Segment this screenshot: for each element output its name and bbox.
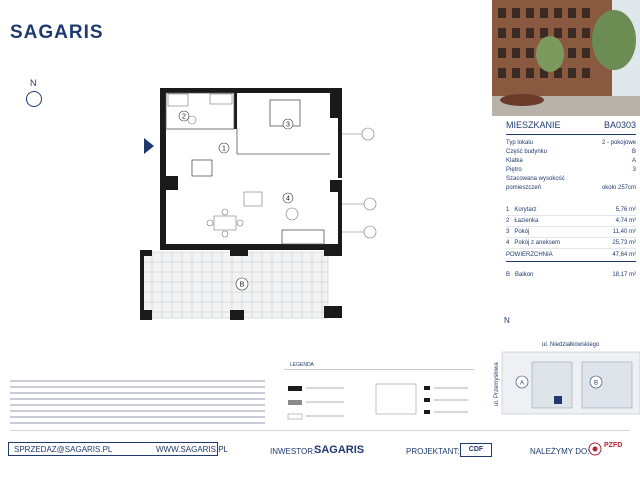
note-line	[10, 398, 265, 400]
total-area-row	[506, 250, 636, 262]
room-row	[506, 205, 636, 216]
room-area: 4,74 m²	[615, 218, 636, 224]
attr-value: około 257cm	[601, 185, 636, 191]
total-area-value: 47,64 m²	[612, 252, 636, 258]
note-line	[10, 392, 265, 394]
room-no: 2	[506, 218, 510, 224]
investor-label: INWESTOR:	[270, 447, 316, 456]
room-name: Pokój z aneksem	[514, 240, 561, 246]
attr-value: 3	[632, 167, 636, 173]
street-left-label: ul. Przemysłowa	[494, 362, 500, 406]
legal-notes	[10, 380, 265, 428]
room-area: 11,40 m²	[612, 229, 636, 235]
attr-row	[506, 139, 636, 148]
inner-partitions	[166, 93, 330, 244]
room-row	[506, 216, 636, 227]
designer-logo: CDF	[460, 443, 492, 457]
legend-box	[284, 362, 474, 426]
footer-divider	[10, 430, 630, 431]
window-markers	[342, 128, 376, 238]
room-area: 5,76 m²	[615, 207, 636, 213]
bath-fixtures	[168, 94, 232, 124]
apartment-title: MIESZKANIE	[506, 120, 561, 130]
sagaris-logo: SAGARIS	[10, 22, 104, 43]
website-link[interactable]: WWW.SAGARIS.PL	[156, 445, 229, 454]
room-area: 25,73 m²	[612, 240, 636, 246]
pzfd-text: PZFD	[604, 442, 623, 449]
attr-value: 2 - pokojowe	[601, 140, 636, 146]
pzfd-logo	[588, 442, 623, 461]
room-3-label: 3	[286, 121, 290, 129]
apartment-info-panel	[506, 120, 636, 280]
balcony-area: 18,17 m²	[612, 272, 636, 278]
note-line	[10, 380, 265, 382]
building-render-image	[492, 0, 640, 116]
site-map	[492, 338, 640, 442]
room-4-label: 4	[286, 195, 290, 203]
note-line	[10, 404, 265, 406]
room-list	[506, 205, 636, 249]
compass-rose	[22, 78, 46, 112]
room-name: Korytarz	[514, 207, 537, 213]
north-label: N	[30, 78, 37, 88]
note-line	[10, 410, 265, 412]
attr-row	[506, 166, 636, 175]
legend-title: LEGENDA	[290, 362, 314, 368]
balcony-name: Balkon	[515, 272, 534, 278]
balcony-tiles	[142, 252, 328, 318]
attr-label: Część budynku	[506, 149, 548, 155]
room-name: Pokój	[514, 229, 530, 235]
attr-row	[506, 157, 636, 166]
attr-row	[506, 175, 636, 193]
attr-value: A	[631, 158, 636, 164]
room-no: 4	[506, 240, 510, 246]
legend-symbols	[284, 370, 474, 426]
attr-row	[506, 148, 636, 157]
attr-label: Szacowana wysokość pomieszczeń	[506, 176, 565, 191]
room-2-label: 2	[182, 113, 186, 121]
compass-icon	[26, 91, 42, 107]
email-link[interactable]: SPRZEDAZ@SAGARIS.PL	[14, 445, 113, 454]
attr-label: Typ lokalu	[506, 140, 534, 146]
designer-label: PROJEKTANT:	[406, 447, 460, 456]
attr-label: Piętro	[506, 167, 522, 173]
investor-logo: SAGARIS	[314, 444, 365, 456]
room-name: Łazienka	[514, 218, 539, 224]
street-top-label: ul. Niedziałkowskiego	[542, 342, 600, 348]
room-row	[506, 238, 636, 249]
room-1-label: 1	[222, 145, 226, 153]
entrance-arrow	[144, 138, 154, 154]
apartment-code: BA0303	[603, 120, 636, 130]
balcony-no: B	[506, 272, 511, 278]
floor-plan	[120, 80, 400, 330]
sitemap-north-label: N	[504, 316, 510, 325]
balcony-label: B	[239, 281, 245, 289]
member-label: NALEŻYMY DO:	[530, 447, 590, 456]
room-row	[506, 227, 636, 238]
sitemap-marker-b: B	[593, 380, 599, 387]
note-line	[10, 386, 265, 388]
attr-value: B	[631, 149, 636, 155]
note-line	[10, 416, 265, 418]
apartment-header	[506, 120, 636, 135]
balcony-row	[506, 270, 636, 280]
room-no: 3	[506, 229, 510, 235]
attr-label: Klatka	[506, 158, 523, 164]
pzfd-emblem-icon	[588, 442, 602, 456]
total-area-label: POWIERZCHNIA	[506, 252, 553, 258]
room-no: 1	[506, 207, 510, 213]
note-line	[10, 422, 265, 424]
sitemap-marker-a: A	[519, 380, 525, 387]
